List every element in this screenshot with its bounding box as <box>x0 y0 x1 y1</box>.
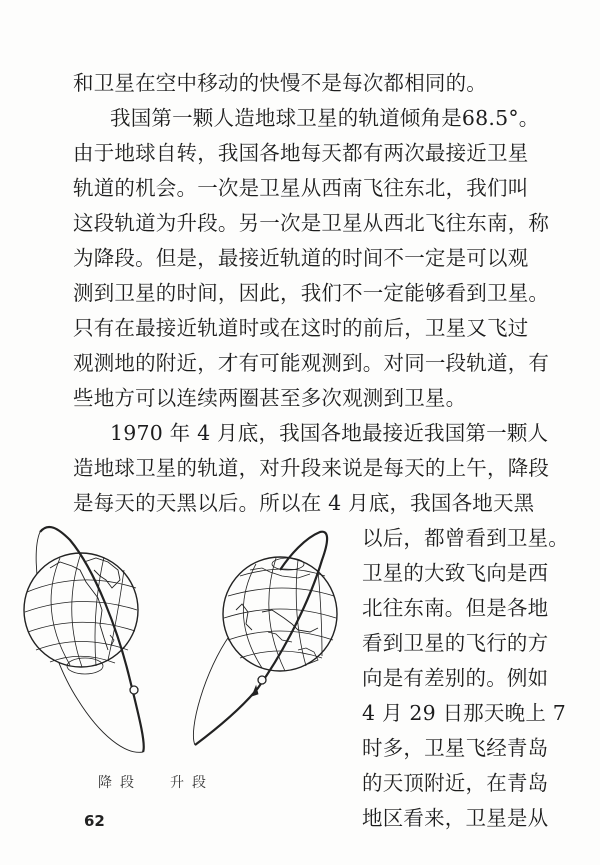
text-line: 只有在最接近轨道时或在这时的前后，卫星又飞过 <box>73 316 529 340</box>
side-text-line: 看到卫星的飞行的方 <box>362 631 549 655</box>
text-line: 些地方可以连续两圈甚至多次观测到卫星。 <box>73 386 467 410</box>
side-text-line: 北往东南。但是各地 <box>362 596 549 620</box>
text-line: 轨道的机会。一次是卫星从西南飞往东北，我们叫 <box>73 176 529 200</box>
side-text-line: 以后，都曾看到卫星。 <box>362 526 569 550</box>
descending-globe-icon <box>24 527 144 752</box>
side-text-line: 地区看来，卫星是从 <box>362 806 549 830</box>
text-line: 造地球卫星的轨道，对升段来说是每天的上午，降段 <box>73 456 550 480</box>
text-line: 观测地的附近，才有可能观测到。对同一段轨道，有 <box>73 351 550 375</box>
page-number: 62 <box>84 812 105 830</box>
text-line: 1970 年 4 月底，我国各地最接近我国第一颗人 <box>110 421 549 445</box>
text-line: 我国第一颗人造地球卫星的轨道倾角是68.5°。 <box>110 106 540 130</box>
side-text-line: 4 月 29 日那天晚上 7 <box>362 701 567 725</box>
ascending-globe-icon <box>193 532 337 745</box>
text-line: 测到卫星的时间，因此，我们不一定能够看到卫星。 <box>73 281 550 305</box>
text-line: 由于地球自转，我国各地每天都有两次最接近卫星 <box>73 141 529 165</box>
side-text-line: 的天顶附近，在青岛 <box>362 771 549 795</box>
text-line: 为降段。但是，最接近轨道的时间不一定是可以观 <box>73 246 529 270</box>
orbit-figure <box>0 500 350 770</box>
figure-caption-descending: 降段 <box>98 775 142 791</box>
text-line: 这段轨道为升段。另一次是卫星从西北飞往东南，称 <box>73 211 550 235</box>
side-text-line: 向是有差别的。例如 <box>362 666 549 690</box>
figure-caption-ascending: 升段 <box>170 775 214 791</box>
text-line: 和卫星在空中移动的快慢不是每次都相同的。 <box>73 71 487 95</box>
side-text-line: 时多，卫星飞经青岛 <box>362 736 549 760</box>
side-text-line: 卫星的大致飞向是西 <box>362 561 549 585</box>
text-line: 是每天的天黑以后。所以在 4 月底，我国各地天黑 <box>73 491 535 515</box>
